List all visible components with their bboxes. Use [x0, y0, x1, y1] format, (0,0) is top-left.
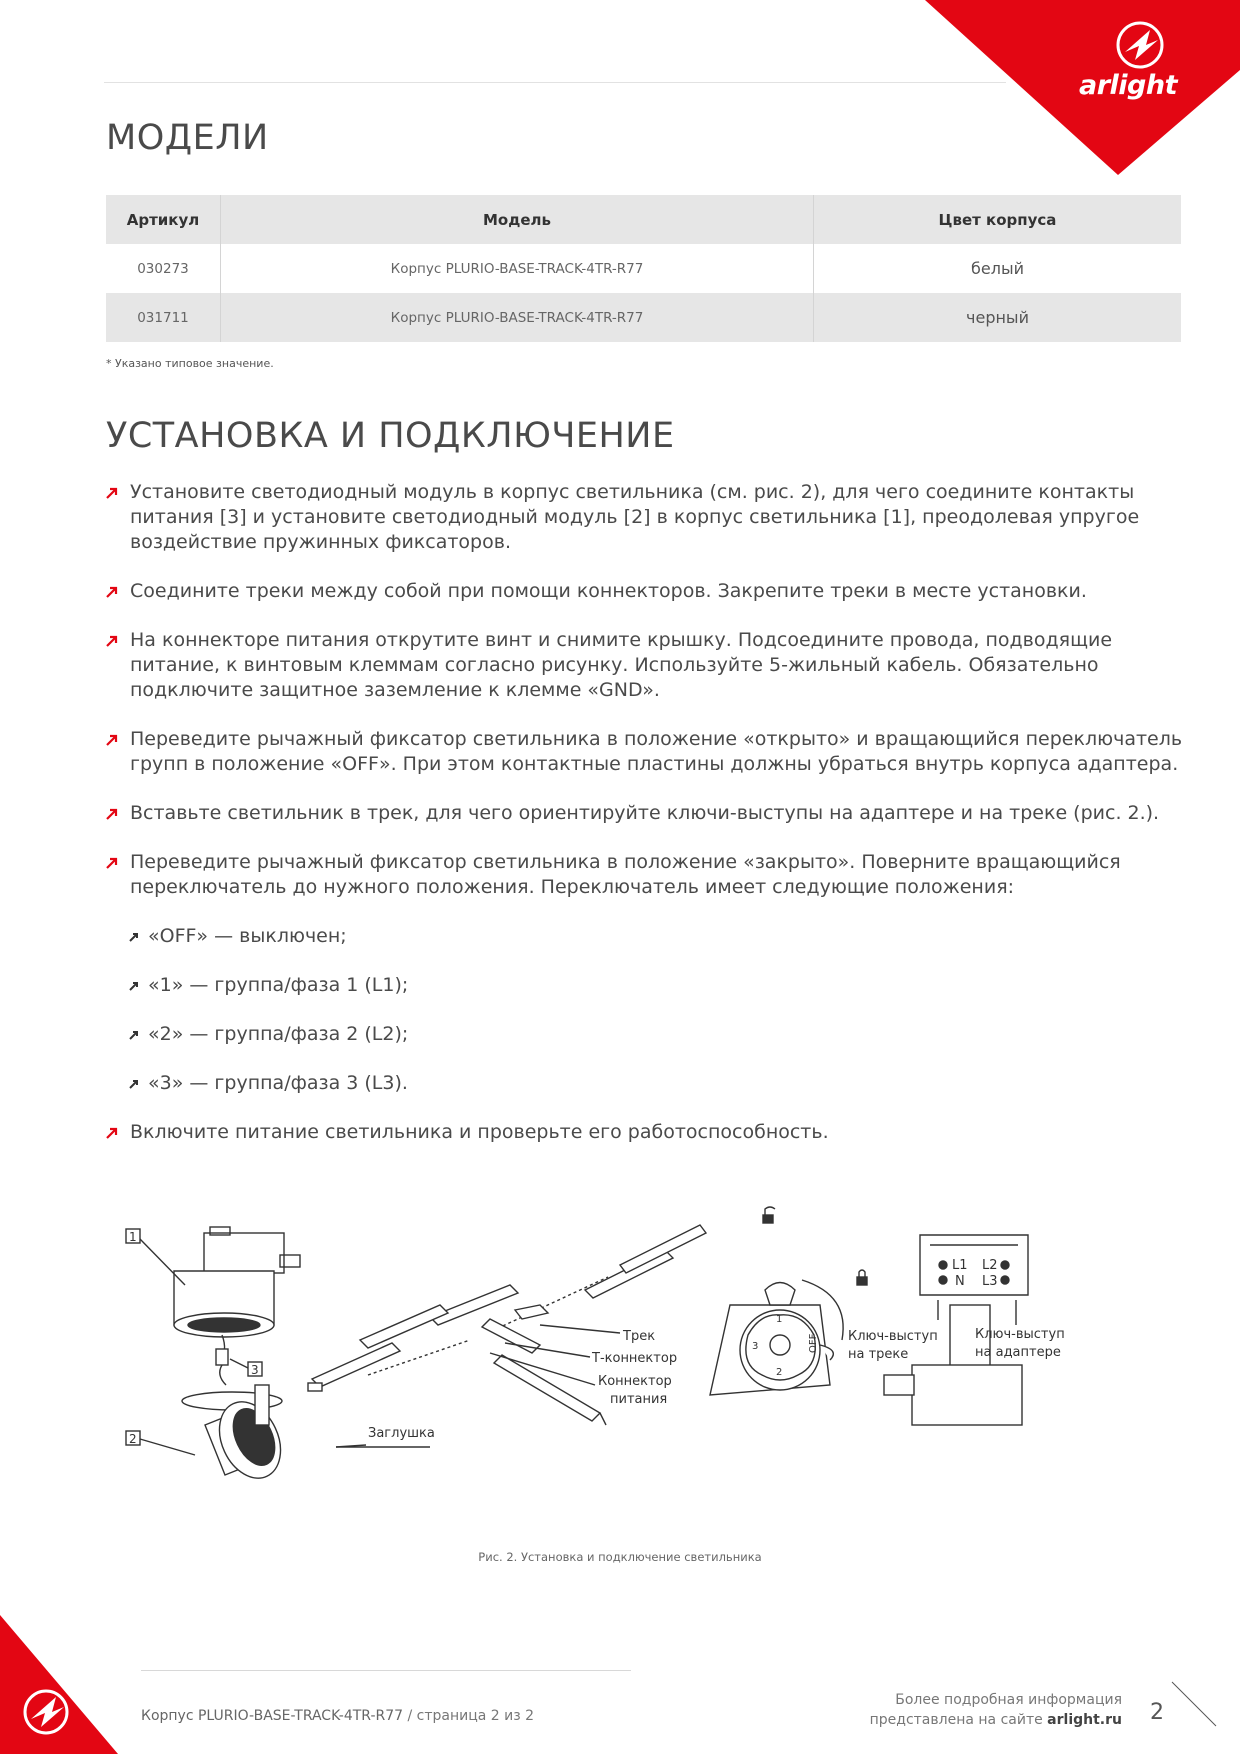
list-subitem: «OFF» — выключен; — [106, 924, 1186, 949]
footer-doc-info — [141, 1708, 534, 1724]
unlock-icon — [763, 1207, 775, 1223]
header-color: Цвет корпуса — [814, 195, 1182, 244]
list-item: Установите светодиодный модуль в корпус светильника (см. рис. 2), для чего соедините контакты питания [3] и установите светодиодный модуль [2] в корпус светильника [1], преодолевая упругое воздействие пружинных фиксаторов. — [106, 480, 1186, 555]
cell-color: белый — [814, 244, 1182, 293]
bullet-arrow-small-icon — [128, 980, 140, 992]
page-number: 2 — [1150, 1700, 1164, 1725]
footer-more-info-line1: Более подробная информация — [895, 1692, 1122, 1708]
switch-pos-3: 3 — [752, 1341, 759, 1352]
footer-more-info-line2: представлена на сайте — [869, 1712, 1048, 1728]
switch-pos-2: 2 — [776, 1367, 783, 1378]
callout-2: 2 — [129, 1432, 137, 1446]
models-title: МОДЕЛИ — [106, 118, 269, 158]
footer-slash-icon — [1170, 1680, 1220, 1730]
label-key-adapter-2: на адаптере — [975, 1345, 1061, 1360]
list-subitem: «3» — группа/фаза 3 (L3). — [106, 1071, 1186, 1096]
label-t-connector: Т-коннектор — [592, 1351, 678, 1366]
list-item: На коннекторе питания открутите винт и снимите крышку. Подсоедините провода, подводящие питание, к винтовым клеммам согласно рисунку. Используйте 5-жильный кабель. Обязательно подключите защитное заземление к клемме «GND». — [106, 628, 1186, 703]
bullet-arrow-small-icon — [128, 1078, 140, 1090]
label-L3: L3 — [982, 1274, 998, 1289]
label-key-track-1: Ключ-выступ — [848, 1329, 938, 1344]
callout-3: 3 — [251, 1363, 259, 1377]
install-title: УСТАНОВКА И ПОДКЛЮЧЕНИЕ — [106, 416, 675, 456]
lock-icon — [857, 1270, 867, 1285]
bullet-arrow-icon — [106, 635, 118, 647]
bullet-arrow-icon — [106, 808, 118, 820]
label-L1: L1 — [952, 1258, 968, 1273]
list-item: Соедините треки между собой при помощи коннекторов. Закрепите треки в месте установки. — [106, 579, 1186, 604]
label-track: Трек — [623, 1329, 656, 1344]
label-N: N — [955, 1274, 965, 1289]
bullet-arrow-icon — [106, 1127, 118, 1139]
install-steps — [106, 480, 1186, 1145]
label-power-connector-2: питания — [610, 1392, 668, 1407]
arlight-logo-icon — [25, 1691, 67, 1733]
list-item: Вставьте светильник в трек, для чего ориентируйте ключи-выступы на адаптере и на треке (рис. 2.). — [106, 801, 1186, 826]
cell-model: Корпус PLURIO-BASE-TRACK-4TR-R77 — [221, 244, 814, 293]
footer-divider — [141, 1670, 631, 1671]
footer-site-link[interactable]: arlight.ru — [1047, 1712, 1122, 1728]
footer-model: Корпус PLURIO-BASE-TRACK-4TR-R77 — [141, 1708, 404, 1724]
brand-logo-text: arlight — [1079, 70, 1178, 101]
label-end-cap: Заглушка — [368, 1426, 435, 1441]
cell-model: Корпус PLURIO-BASE-TRACK-4TR-R77 — [221, 293, 814, 342]
label-L2: L2 — [982, 1258, 998, 1273]
table-header-row — [106, 195, 1181, 244]
bullet-arrow-icon — [106, 586, 118, 598]
header-article: Артикул — [106, 195, 221, 244]
track-system — [308, 1225, 706, 1447]
switch-pos-off: OFF — [808, 1333, 819, 1353]
footnote: * Указано типовое значение. — [106, 357, 274, 370]
footer-page-info: / страница 2 из 2 — [403, 1708, 535, 1724]
bullet-arrow-icon — [106, 857, 118, 869]
bullet-arrow-small-icon — [128, 931, 140, 943]
bullet-arrow-small-icon — [128, 1029, 140, 1041]
header-model: Модель — [221, 195, 814, 244]
list-subitem: «2» — группа/фаза 2 (L2); — [106, 1022, 1186, 1047]
list-item: Переведите рычажный фиксатор светильника в положение «открыто» и вращающийся переключатель групп в положение «OFF». При этом контактные пластины должны убраться внутрь корпуса адаптера. — [106, 727, 1186, 777]
bullet-arrow-icon — [106, 487, 118, 499]
rotary-switch — [710, 1207, 867, 1395]
label-key-track-2: на треке — [848, 1347, 909, 1362]
cell-color: черный — [814, 293, 1182, 342]
list-item: Переведите рычажный фиксатор светильника в положение «закрыто». Поверните вращающийся переключатель до нужного положения. Переключатель имеет следующие положения: — [106, 850, 1186, 900]
bullet-arrow-icon — [106, 734, 118, 746]
track-profile — [848, 1235, 1065, 1425]
switch-pos-1: 1 — [776, 1314, 783, 1325]
top-divider — [104, 82, 1006, 83]
models-table — [106, 195, 1181, 342]
footer-more-info — [850, 1690, 1122, 1730]
installation-diagram — [130, 1225, 1190, 1525]
table-row — [106, 244, 1181, 293]
table-row — [106, 293, 1181, 342]
list-subitem: «1» — группа/фаза 1 (L1); — [106, 973, 1186, 998]
figure-caption: Рис. 2. Установка и подключение светильника — [478, 1550, 762, 1564]
label-power-connector-1: Коннектор — [598, 1374, 672, 1389]
luminaire-exploded-view — [126, 1227, 300, 1488]
label-key-adapter-1: Ключ-выступ — [975, 1327, 1065, 1342]
cell-article: 031711 — [106, 293, 221, 342]
callout-1: 1 — [129, 1230, 137, 1244]
cell-article: 030273 — [106, 244, 221, 293]
list-item: Включите питание светильника и проверьте его работоспособность. — [106, 1120, 1186, 1145]
